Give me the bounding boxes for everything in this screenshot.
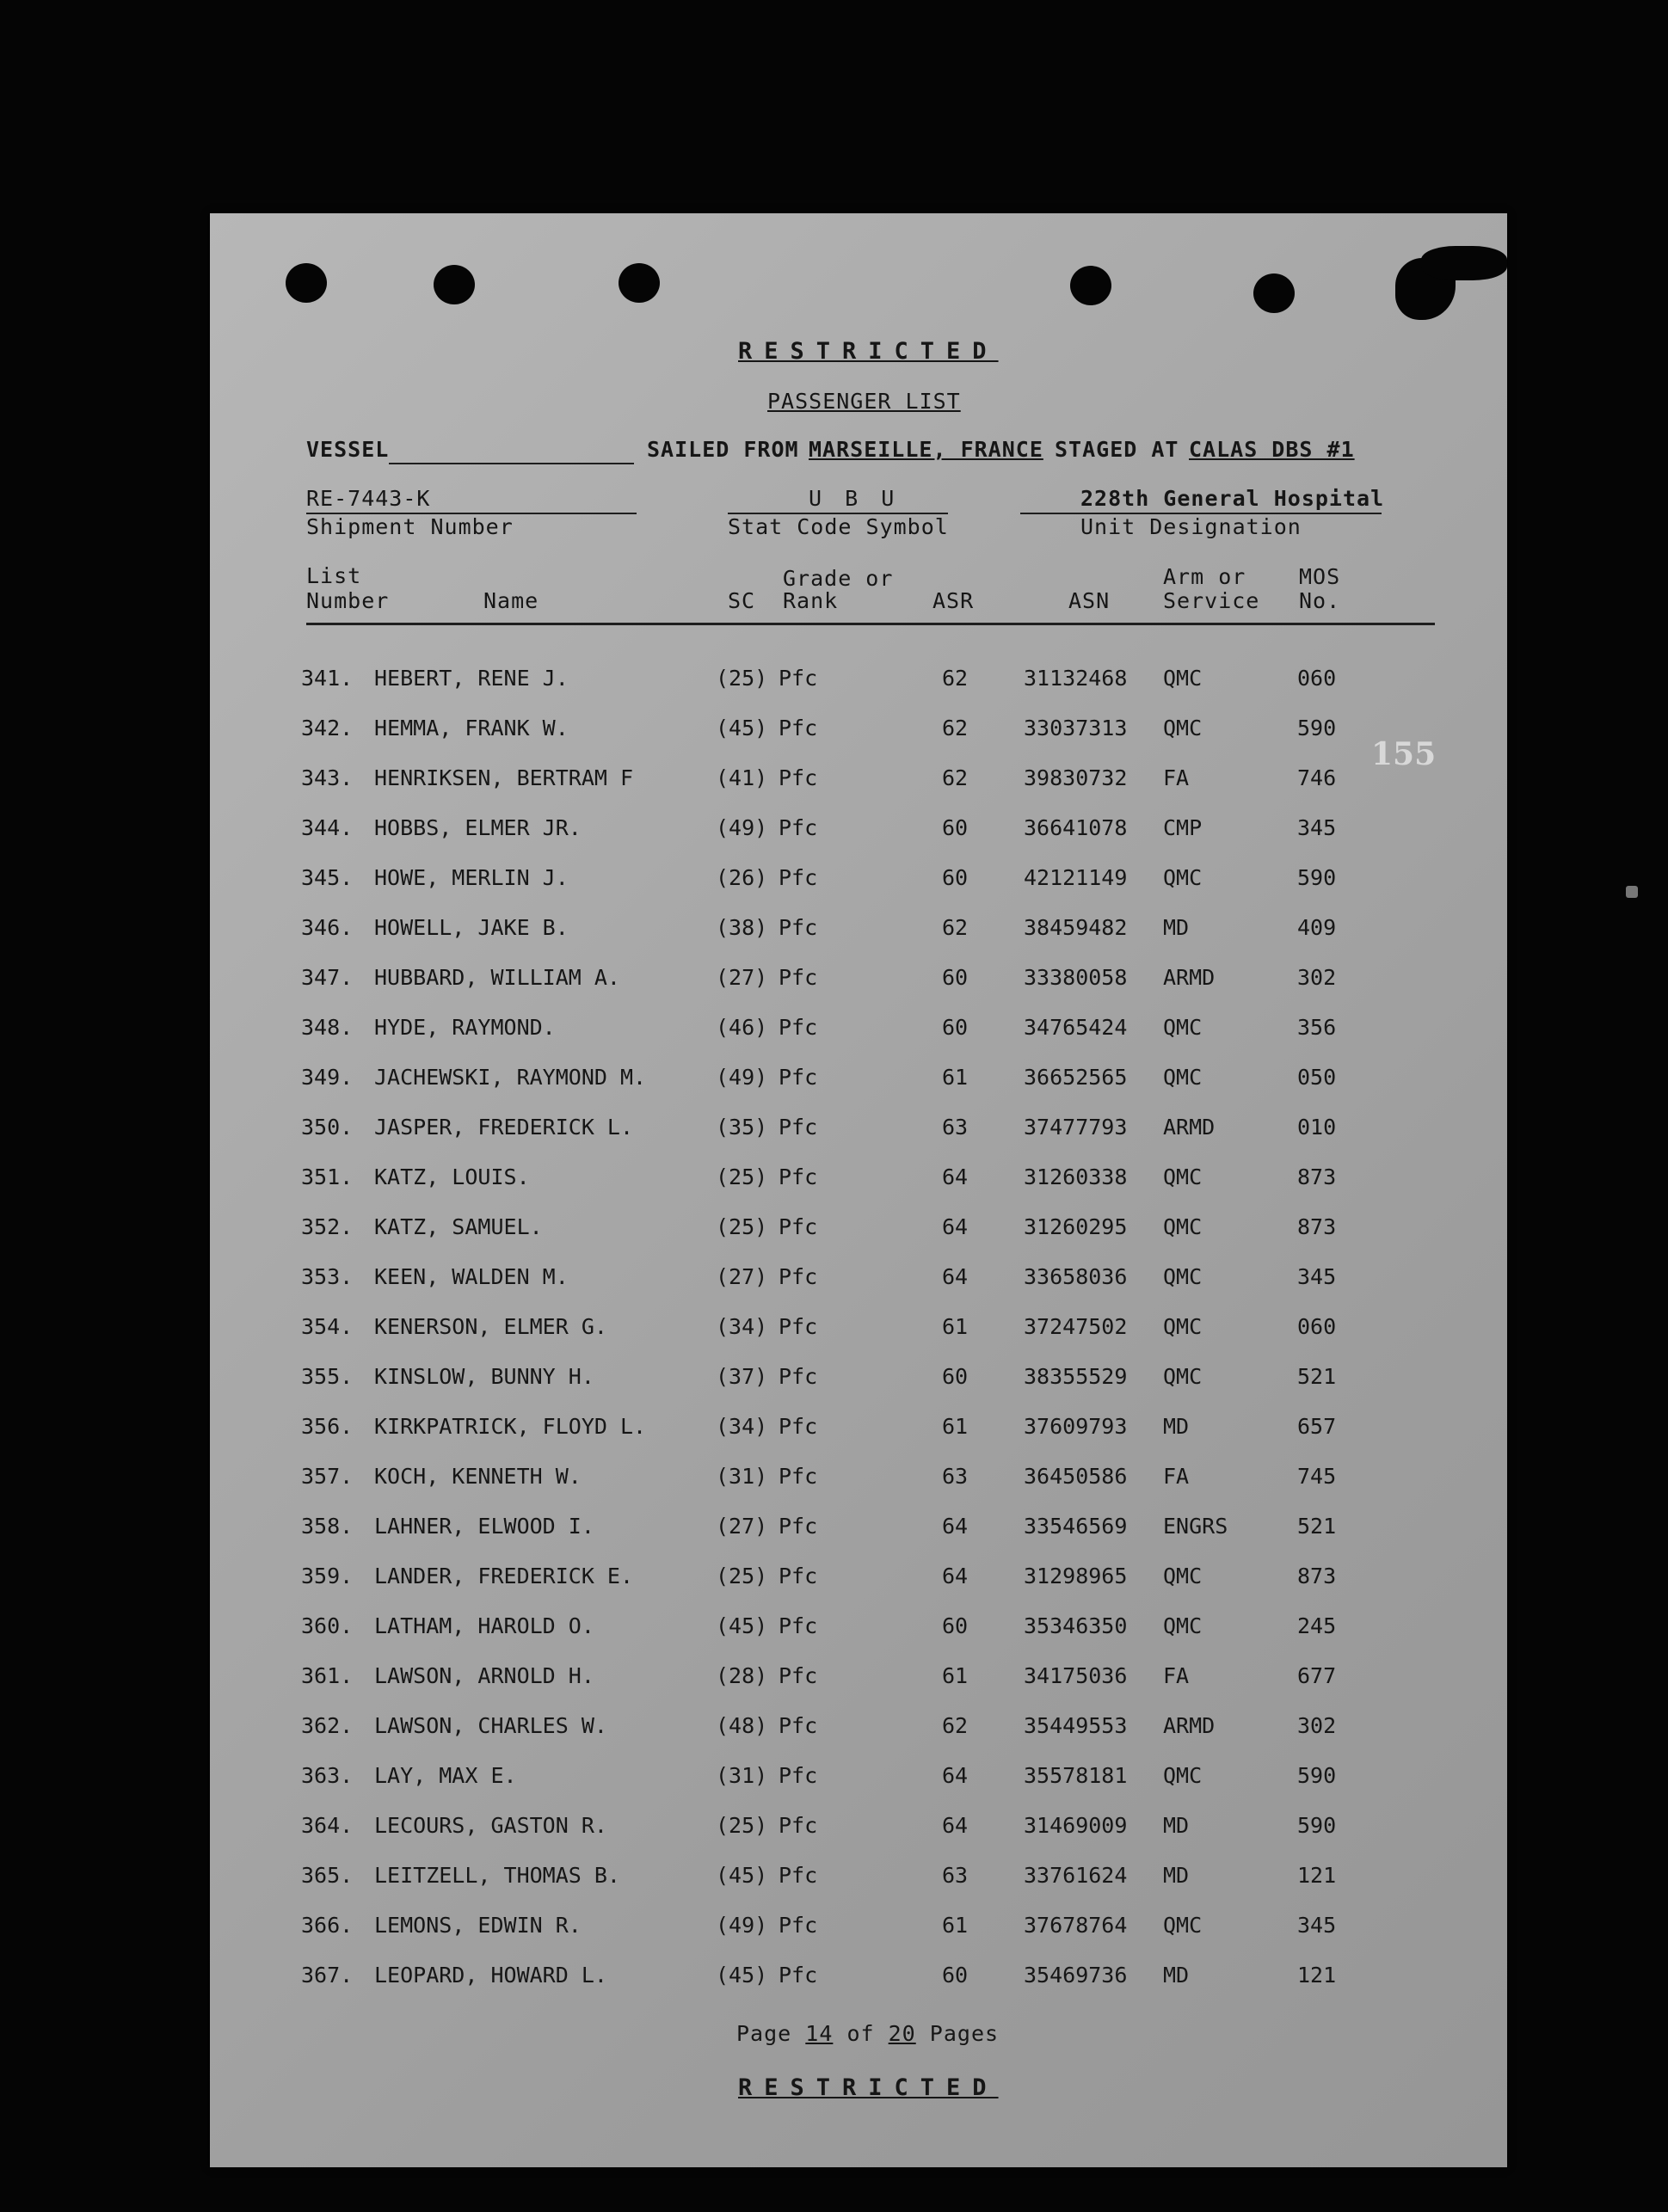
col-arm-2: Service xyxy=(1163,588,1260,613)
grade-value: Pfc xyxy=(779,1464,818,1489)
sc-value: (45) xyxy=(716,1863,768,1888)
passenger-name: HYDE, RAYMOND. xyxy=(374,1015,556,1040)
arm-value: FA xyxy=(1163,765,1190,790)
mos-value: 302 xyxy=(1297,965,1337,990)
asr-value: 61 xyxy=(942,1065,969,1090)
passenger-name: LAWSON, ARNOLD H. xyxy=(374,1663,594,1688)
sc-value: (45) xyxy=(716,1963,768,1988)
page-indicator xyxy=(736,2021,999,2046)
asr-value: 62 xyxy=(942,765,969,790)
vessel-field xyxy=(389,463,634,464)
list-number: 355. xyxy=(301,1364,354,1389)
arm-value: QMC xyxy=(1163,716,1203,740)
sc-value: (49) xyxy=(716,1065,768,1090)
grade-value: Pfc xyxy=(779,1613,818,1638)
mos-value: 657 xyxy=(1297,1414,1337,1439)
list-number: 359. xyxy=(301,1564,354,1588)
grade-value: Pfc xyxy=(779,1963,818,1988)
asr-value: 61 xyxy=(942,1414,969,1439)
mos-value: 873 xyxy=(1297,1164,1337,1189)
passenger-name: HOWE, MERLIN J. xyxy=(374,865,569,890)
passenger-name: HOWELL, JAKE B. xyxy=(374,915,569,940)
grade-value: Pfc xyxy=(779,1364,818,1389)
arm-value: ARMD xyxy=(1163,1713,1216,1738)
page-stamp-number: 155 xyxy=(1371,736,1437,772)
arm-value: QMC xyxy=(1163,865,1203,890)
asn-value: 31469009 xyxy=(1024,1813,1128,1838)
list-number: 352. xyxy=(301,1214,354,1239)
arm-value: QMC xyxy=(1163,1364,1203,1389)
asn-value: 38355529 xyxy=(1024,1364,1128,1389)
asr-value: 64 xyxy=(942,1214,969,1239)
mos-value: 345 xyxy=(1297,1913,1337,1938)
list-number: 354. xyxy=(301,1314,354,1339)
asn-value: 31260295 xyxy=(1024,1214,1128,1239)
mos-value: 121 xyxy=(1297,1863,1337,1888)
header-rule xyxy=(306,623,1435,625)
asr-value: 60 xyxy=(942,815,969,840)
stat-code-symbol: U B U xyxy=(809,486,900,511)
sc-value: (35) xyxy=(716,1115,768,1140)
asr-value: 64 xyxy=(942,1564,969,1588)
asr-value: 62 xyxy=(942,915,969,940)
list-number: 357. xyxy=(301,1464,354,1489)
list-number: 356. xyxy=(301,1414,354,1439)
sc-value: (45) xyxy=(716,1613,768,1638)
asn-value: 31298965 xyxy=(1024,1564,1128,1588)
asn-value: 36652565 xyxy=(1024,1065,1128,1090)
asr-value: 61 xyxy=(942,1314,969,1339)
grade-value: Pfc xyxy=(779,1913,818,1938)
grade-value: Pfc xyxy=(779,1115,818,1140)
sc-value: (27) xyxy=(716,1514,768,1539)
passenger-name: LATHAM, HAROLD O. xyxy=(374,1613,594,1638)
mos-value: 060 xyxy=(1297,1314,1337,1339)
sc-value: (45) xyxy=(716,716,768,740)
sc-value: (27) xyxy=(716,965,768,990)
sc-value: (31) xyxy=(716,1763,768,1788)
arm-value: QMC xyxy=(1163,1164,1203,1189)
arm-value: FA xyxy=(1163,1663,1190,1688)
asn-value: 38459482 xyxy=(1024,915,1128,940)
passenger-name: KEEN, WALDEN M. xyxy=(374,1264,569,1289)
mos-value: 010 xyxy=(1297,1115,1337,1140)
grade-value: Pfc xyxy=(779,1015,818,1040)
passenger-name: KOCH, KENNETH W. xyxy=(374,1464,582,1489)
sc-value: (38) xyxy=(716,915,768,940)
asr-value: 62 xyxy=(942,716,969,740)
asn-value: 36641078 xyxy=(1024,815,1128,840)
asr-value: 60 xyxy=(942,1963,969,1988)
asr-value: 63 xyxy=(942,1115,969,1140)
asr-value: 61 xyxy=(942,1913,969,1938)
grade-value: Pfc xyxy=(779,1414,818,1439)
passenger-name: LEOPARD, HOWARD L. xyxy=(374,1963,607,1988)
asn-value: 31132468 xyxy=(1024,666,1128,691)
sc-value: (25) xyxy=(716,1214,768,1239)
torn-corner xyxy=(1421,246,1507,280)
grade-value: Pfc xyxy=(779,1214,818,1239)
list-number: 364. xyxy=(301,1813,354,1838)
passenger-name: LANDER, FREDERICK E. xyxy=(374,1564,634,1588)
asn-value: 35469736 xyxy=(1024,1963,1128,1988)
arm-value: ARMD xyxy=(1163,1115,1216,1140)
list-number: 343. xyxy=(301,765,354,790)
col-grade-1: Grade or xyxy=(783,566,894,591)
arm-value: QMC xyxy=(1163,1264,1203,1289)
punch-hole xyxy=(434,265,475,304)
arm-value: FA xyxy=(1163,1464,1190,1489)
asn-value: 35449553 xyxy=(1024,1713,1128,1738)
mos-value: 060 xyxy=(1297,666,1337,691)
col-list-number-1: List xyxy=(306,563,362,588)
arm-value: QMC xyxy=(1163,666,1203,691)
passenger-name: LAY, MAX E. xyxy=(374,1763,517,1788)
col-mos-2: No. xyxy=(1299,588,1341,613)
list-number: 351. xyxy=(301,1164,354,1189)
asn-value: 35578181 xyxy=(1024,1763,1128,1788)
page-label: Page xyxy=(736,2021,792,2046)
unit-designation-label: Unit Designation xyxy=(1080,514,1302,539)
list-number: 345. xyxy=(301,865,354,890)
list-number: 362. xyxy=(301,1713,354,1738)
asn-value: 37678764 xyxy=(1024,1913,1128,1938)
asn-value: 39830732 xyxy=(1024,765,1128,790)
arm-value: MD xyxy=(1163,1963,1190,1988)
asr-value: 60 xyxy=(942,865,969,890)
passenger-name: HOBBS, ELMER JR. xyxy=(374,815,582,840)
list-number: 363. xyxy=(301,1763,354,1788)
arm-value: MD xyxy=(1163,1813,1190,1838)
passenger-name: LAWSON, CHARLES W. xyxy=(374,1713,607,1738)
unit-designation: 228th General Hospital xyxy=(1080,486,1385,511)
asr-value: 60 xyxy=(942,1364,969,1389)
grade-value: Pfc xyxy=(779,815,818,840)
asr-value: 64 xyxy=(942,1514,969,1539)
arm-value: QMC xyxy=(1163,1314,1203,1339)
list-number: 367. xyxy=(301,1963,354,1988)
asr-value: 64 xyxy=(942,1264,969,1289)
sc-value: (37) xyxy=(716,1364,768,1389)
sc-value: (25) xyxy=(716,1164,768,1189)
mos-value: 345 xyxy=(1297,1264,1337,1289)
grade-value: Pfc xyxy=(779,1514,818,1539)
arm-value: QMC xyxy=(1163,1015,1203,1040)
mos-value: 746 xyxy=(1297,765,1337,790)
asr-value: 64 xyxy=(942,1763,969,1788)
list-number: 341. xyxy=(301,666,354,691)
punch-hole xyxy=(1070,266,1111,305)
col-name: Name xyxy=(483,588,539,613)
passenger-name: KINSLOW, BUNNY H. xyxy=(374,1364,594,1389)
sc-value: (25) xyxy=(716,1813,768,1838)
pages-label: Pages xyxy=(929,2021,1000,2046)
sc-value: (49) xyxy=(716,1913,768,1938)
vessel-label: VESSEL xyxy=(306,437,390,462)
shipment-number-label: Shipment Number xyxy=(306,514,514,539)
grade-value: Pfc xyxy=(779,865,818,890)
grade-value: Pfc xyxy=(779,1763,818,1788)
page-total: 20 xyxy=(888,2021,916,2046)
asn-value: 37609793 xyxy=(1024,1414,1128,1439)
shipment-number: RE-7443-K xyxy=(306,486,431,511)
asr-value: 60 xyxy=(942,1015,969,1040)
staged-at-label: STAGED AT xyxy=(1055,437,1179,462)
arm-value: QMC xyxy=(1163,1613,1203,1638)
grade-value: Pfc xyxy=(779,1713,818,1738)
mos-value: 873 xyxy=(1297,1564,1337,1588)
grade-value: Pfc xyxy=(779,1663,818,1688)
sc-value: (28) xyxy=(716,1663,768,1688)
grade-value: Pfc xyxy=(779,1065,818,1090)
grade-value: Pfc xyxy=(779,1863,818,1888)
asr-value: 62 xyxy=(942,1713,969,1738)
passenger-name: LAHNER, ELWOOD I. xyxy=(374,1514,594,1539)
sc-value: (25) xyxy=(716,666,768,691)
sc-value: (41) xyxy=(716,765,768,790)
arm-value: CMP xyxy=(1163,815,1203,840)
sc-value: (25) xyxy=(716,1564,768,1588)
mos-value: 677 xyxy=(1297,1663,1337,1688)
list-number: 342. xyxy=(301,716,354,740)
list-number: 366. xyxy=(301,1913,354,1938)
asr-value: 62 xyxy=(942,666,969,691)
list-number: 365. xyxy=(301,1863,354,1888)
mos-value: 302 xyxy=(1297,1713,1337,1738)
arm-value: MD xyxy=(1163,915,1190,940)
list-number: 349. xyxy=(301,1065,354,1090)
col-sc: SC xyxy=(728,588,756,613)
arm-value: ENGRS xyxy=(1163,1514,1228,1539)
mos-value: 521 xyxy=(1297,1514,1337,1539)
asn-value: 33761624 xyxy=(1024,1863,1128,1888)
sc-value: (46) xyxy=(716,1015,768,1040)
grade-value: Pfc xyxy=(779,765,818,790)
mos-value: 873 xyxy=(1297,1214,1337,1239)
restricted-footer: RESTRICTED xyxy=(738,2074,999,2101)
list-number: 353. xyxy=(301,1264,354,1289)
asn-value: 34765424 xyxy=(1024,1015,1128,1040)
mos-value: 590 xyxy=(1297,716,1337,740)
mos-value: 050 xyxy=(1297,1065,1337,1090)
asr-value: 63 xyxy=(942,1863,969,1888)
mos-value: 356 xyxy=(1297,1015,1337,1040)
mos-value: 245 xyxy=(1297,1613,1337,1638)
sc-value: (34) xyxy=(716,1314,768,1339)
passenger-name: JASPER, FREDERICK L. xyxy=(374,1115,634,1140)
passenger-name: KIRKPATRICK, FLOYD L. xyxy=(374,1414,647,1439)
page-number: 14 xyxy=(805,2021,834,2046)
mos-value: 590 xyxy=(1297,1813,1337,1838)
passenger-name: LECOURS, GASTON R. xyxy=(374,1813,607,1838)
passenger-name: KATZ, SAMUEL. xyxy=(374,1214,543,1239)
staged-at-value: CALAS DBS #1 xyxy=(1189,437,1355,462)
sc-value: (27) xyxy=(716,1264,768,1289)
asr-value: 64 xyxy=(942,1813,969,1838)
list-number: 350. xyxy=(301,1115,354,1140)
sc-value: (49) xyxy=(716,815,768,840)
grade-value: Pfc xyxy=(779,716,818,740)
passenger-name: HEBERT, RENE J. xyxy=(374,666,569,691)
list-number: 361. xyxy=(301,1663,354,1688)
sc-value: (34) xyxy=(716,1414,768,1439)
passenger-name: KATZ, LOUIS. xyxy=(374,1164,530,1189)
asn-value: 34175036 xyxy=(1024,1663,1128,1688)
punch-hole xyxy=(619,263,660,303)
sc-value: (48) xyxy=(716,1713,768,1738)
col-arm-1: Arm or xyxy=(1163,564,1246,589)
grade-value: Pfc xyxy=(779,915,818,940)
passenger-name: LEMONS, EDWIN R. xyxy=(374,1913,582,1938)
passenger-name: HEMMA, FRANK W. xyxy=(374,716,569,740)
page-of-label: of xyxy=(846,2021,875,2046)
list-number: 348. xyxy=(301,1015,354,1040)
passenger-name: LEITZELL, THOMAS B. xyxy=(374,1863,620,1888)
arm-value: QMC xyxy=(1163,1913,1203,1938)
grade-value: Pfc xyxy=(779,666,818,691)
arm-value: QMC xyxy=(1163,1214,1203,1239)
col-asn: ASN xyxy=(1068,588,1111,613)
arm-value: QMC xyxy=(1163,1564,1203,1588)
sc-value: (26) xyxy=(716,865,768,890)
sc-value: (31) xyxy=(716,1464,768,1489)
grade-value: Pfc xyxy=(779,1564,818,1588)
arm-value: ARMD xyxy=(1163,965,1216,990)
mos-value: 590 xyxy=(1297,865,1337,890)
col-list-number-2: Number xyxy=(306,588,390,613)
list-number: 344. xyxy=(301,815,354,840)
sailed-from-label: SAILED FROM xyxy=(647,437,799,462)
passenger-name: KENERSON, ELMER G. xyxy=(374,1314,607,1339)
document-title: PASSENGER LIST xyxy=(767,389,961,414)
list-number: 347. xyxy=(301,965,354,990)
restricted-header: RESTRICTED xyxy=(738,338,999,365)
punch-hole xyxy=(286,263,327,303)
asn-value: 33546569 xyxy=(1024,1514,1128,1539)
asr-value: 61 xyxy=(942,1663,969,1688)
stat-code-label: Stat Code Symbol xyxy=(728,514,949,539)
list-number: 358. xyxy=(301,1514,354,1539)
grade-value: Pfc xyxy=(779,965,818,990)
arm-value: MD xyxy=(1163,1414,1190,1439)
asn-value: 37247502 xyxy=(1024,1314,1128,1339)
passenger-name: JACHEWSKI, RAYMOND M. xyxy=(374,1065,647,1090)
asn-value: 33037313 xyxy=(1024,716,1128,740)
sailed-from-value: MARSEILLE, FRANCE xyxy=(809,437,1043,462)
asn-value: 37477793 xyxy=(1024,1115,1128,1140)
grade-value: Pfc xyxy=(779,1314,818,1339)
mos-value: 745 xyxy=(1297,1464,1337,1489)
arm-value: QMC xyxy=(1163,1763,1203,1788)
asn-value: 33658036 xyxy=(1024,1264,1128,1289)
asr-value: 63 xyxy=(942,1464,969,1489)
list-number: 346. xyxy=(301,915,354,940)
col-asr: ASR xyxy=(932,588,975,613)
mos-value: 521 xyxy=(1297,1364,1337,1389)
grade-value: Pfc xyxy=(779,1264,818,1289)
asn-value: 36450586 xyxy=(1024,1464,1128,1489)
arm-value: QMC xyxy=(1163,1065,1203,1090)
mos-value: 409 xyxy=(1297,915,1337,940)
mos-value: 121 xyxy=(1297,1963,1337,1988)
asr-value: 60 xyxy=(942,965,969,990)
asr-value: 64 xyxy=(942,1164,969,1189)
asn-value: 42121149 xyxy=(1024,865,1128,890)
list-number: 360. xyxy=(301,1613,354,1638)
col-mos-1: MOS xyxy=(1299,564,1341,589)
asn-value: 33380058 xyxy=(1024,965,1128,990)
asr-value: 60 xyxy=(942,1613,969,1638)
col-grade-2: Rank xyxy=(783,588,839,613)
passenger-name: HUBBARD, WILLIAM A. xyxy=(374,965,620,990)
mos-value: 345 xyxy=(1297,815,1337,840)
mos-value: 590 xyxy=(1297,1763,1337,1788)
passenger-name: HENRIKSEN, BERTRAM F xyxy=(374,765,634,790)
asn-value: 31260338 xyxy=(1024,1164,1128,1189)
arm-value: MD xyxy=(1163,1863,1190,1888)
edge-mark xyxy=(1626,886,1638,898)
grade-value: Pfc xyxy=(779,1813,818,1838)
punch-hole xyxy=(1253,273,1295,313)
grade-value: Pfc xyxy=(779,1164,818,1189)
asn-value: 35346350 xyxy=(1024,1613,1128,1638)
